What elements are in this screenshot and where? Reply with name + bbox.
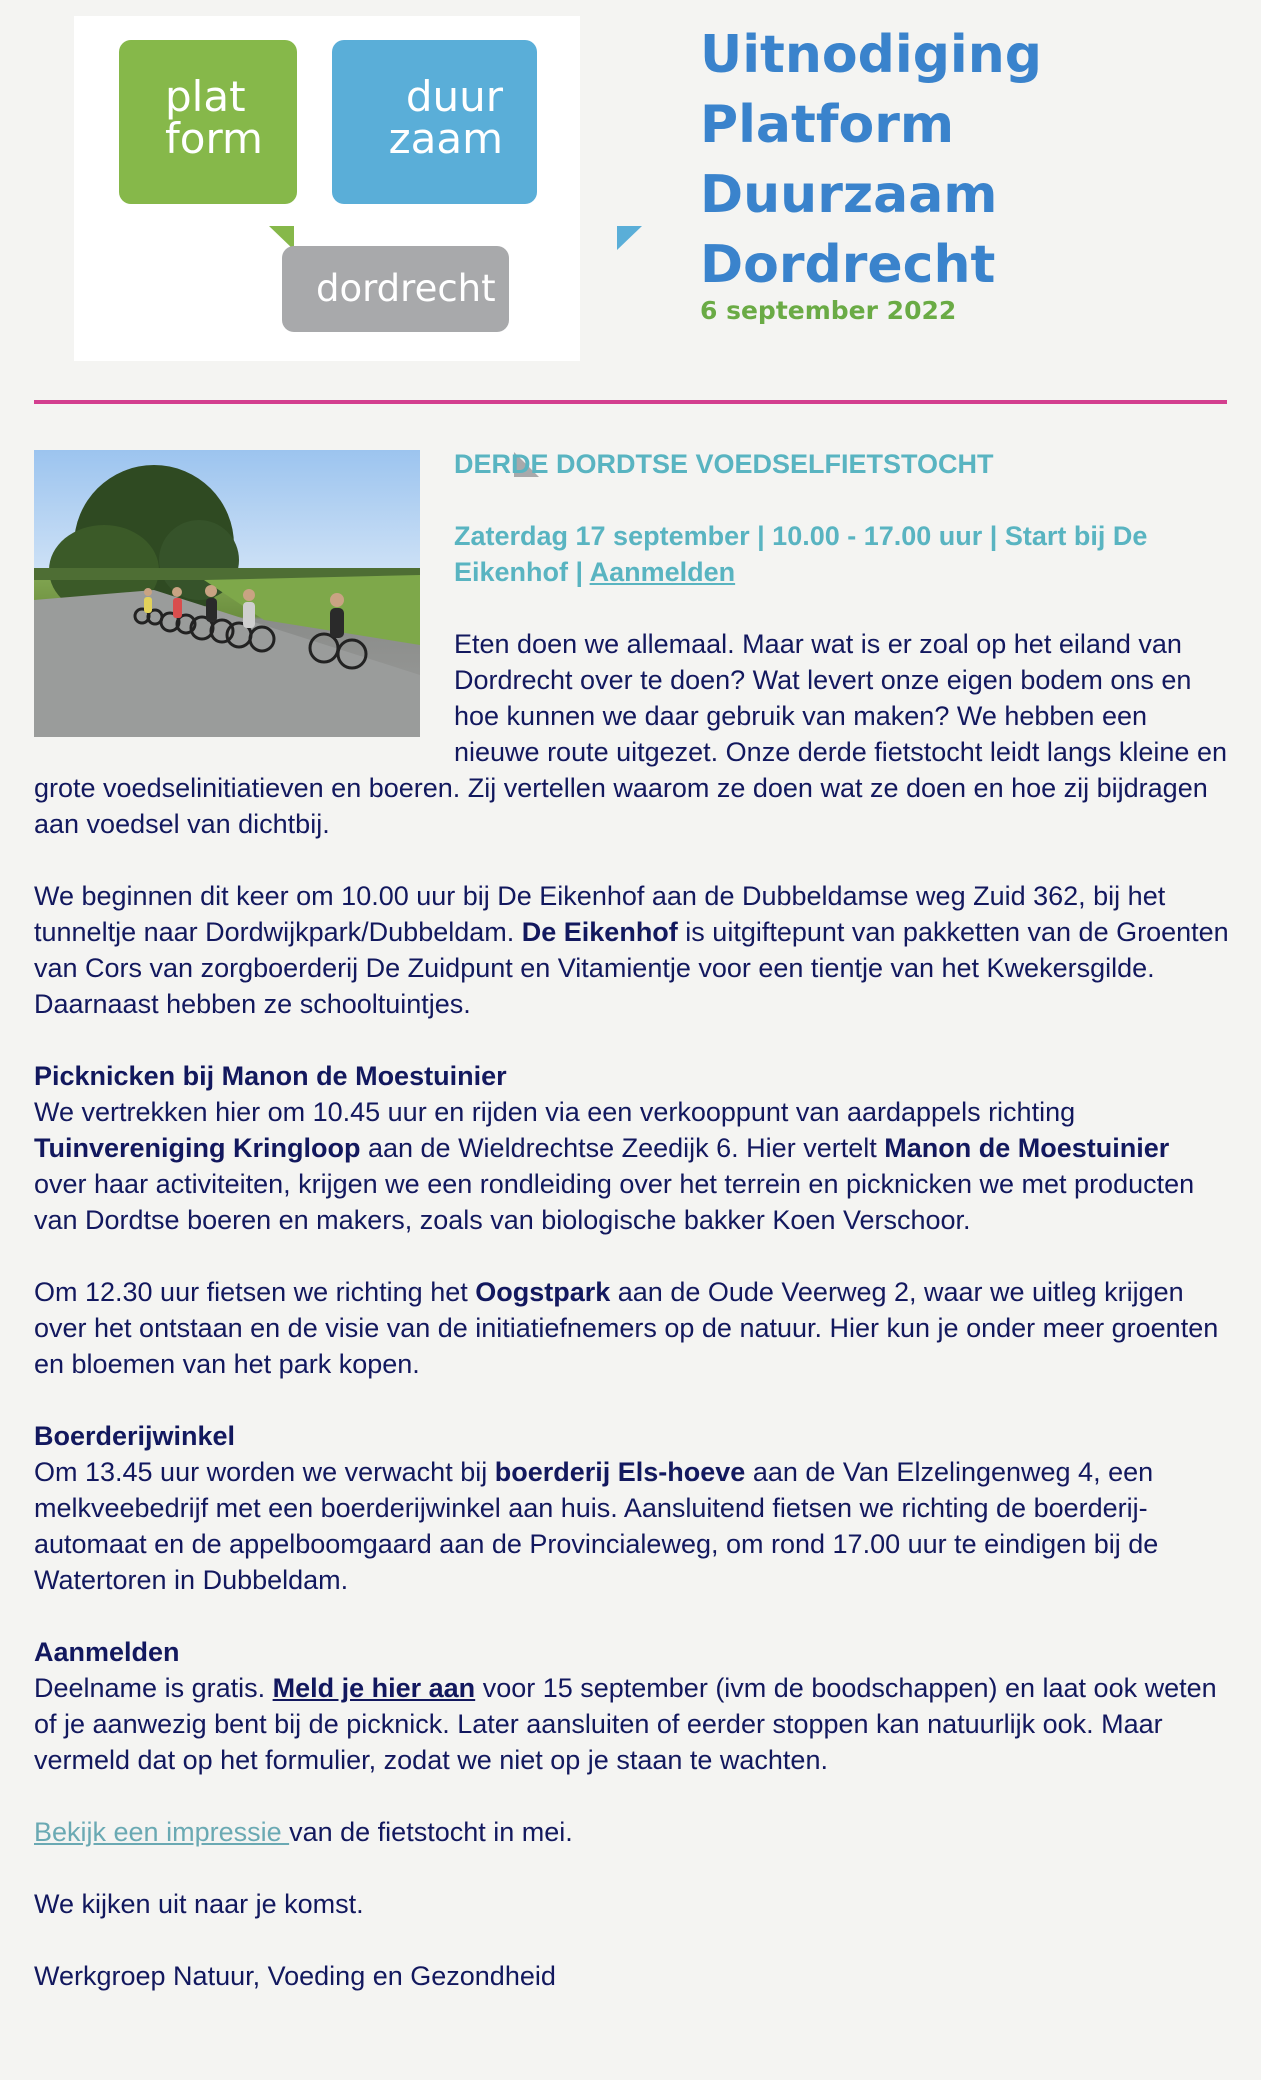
paragraph-text: over haar activiteiten, krijgen we een rondleiding over het terrein en picknicken we met producten van Dordtse boeren en makers, zoals van biologische bakker Koen Verschoor. (34, 1169, 1195, 1235)
title-line: Dordrecht (700, 235, 996, 295)
impression-link[interactable]: Bekijk een impressie (34, 1817, 290, 1847)
paragraph-text: van de fietstocht in mei. (289, 1817, 573, 1847)
paragraph-text: Deelname is gratis. (34, 1673, 273, 1703)
logo-text-zaam: zaam (388, 114, 503, 163)
manon-bold: Manon de Moestuinier (884, 1133, 1170, 1163)
logo-text-dordrecht: dordrecht (316, 267, 496, 310)
logo-bubble-tail (617, 226, 642, 250)
paragraph-text: Om 12.30 uur fietsen we richting het (34, 1277, 476, 1307)
signature: Werkgroep Natuur, Voeding en Gezondheid (34, 1961, 556, 1991)
signup-section (34, 1634, 1229, 1778)
title-line: Platform (700, 95, 955, 155)
kringloop-bold: Tuinvereniging Kringloop (34, 1133, 361, 1163)
register-link[interactable]: Aanmelden (589, 557, 736, 587)
paragraph-text: We vertrekken hier om 10.45 uur en rijden via een verkooppunt van aardappels richting (34, 1097, 1076, 1127)
header-divider (34, 400, 1227, 404)
logo-text-duur: duur (405, 72, 503, 121)
platform-duurzaam-logo (74, 16, 580, 361)
title-line: Uitnodiging (700, 25, 1042, 85)
photo-spacer (34, 446, 454, 738)
newsletter-title (700, 20, 1220, 300)
paragraph-text: aan de Oude Veerweg 2, waar we uitleg krijgen over het ontstaan en de visie van de initiatiefnemers op de natuur. Hier kun je onder meer groenten en bloemen van het park kopen. (34, 1277, 1219, 1379)
logo-text-plat: plat (165, 72, 246, 121)
logo-bubble-green (119, 40, 297, 204)
event-details-text: Zaterdag 17 september | 10.00 - 17.00 uur | Start bij De Eikenhof | (454, 521, 1148, 587)
impression-paragraph (34, 1814, 1229, 1850)
newsletter-date: 6 september 2022 (700, 296, 957, 325)
picnic-heading: Picknicken bij Manon de Moestuinier (34, 1061, 507, 1091)
oogstpark-paragraph (34, 1274, 1229, 1382)
closing-line: We kijken uit naar je komst. (34, 1889, 364, 1919)
eikenhof-bold: De Eikenhof (521, 917, 678, 947)
paragraph-text: We beginnen dit keer om 10.00 uur bij De Eikenhof aan de Dubbeldamse weg Zuid 362, bij het tunneltje naar Dordwijkpark/Dubbeldam. (34, 881, 1166, 947)
picnic-section (34, 1058, 1229, 1238)
logo-bubble-grey (282, 246, 509, 332)
oogstpark-bold: Oogstpark (475, 1277, 611, 1307)
newsletter-body (34, 446, 1229, 2030)
paragraph-text: voor 15 september (ivm de boodschappen) en laat ook weten of je aanwezig bent bij de picknick. Later aansluiten of eerder stoppen kan natuurlijk ook. Maar vermeld dat op het formulier, zodat we niet op je staan te wachten. (34, 1673, 1217, 1775)
start-paragraph (34, 878, 1229, 1022)
intro-paragraph: Eten doen we allemaal. Maar wat is er zoal op het eiland van Dordrecht over te doen? Wat levert onze eigen bodem ons en hoe kunnen we daar gebruik van maken? We hebben een nieuwe route uitgezet. Onze derde fietstocht leidt langs kleine en grote voedselinitiatieven en boeren. Zij vertellen waarom ze doen wat ze doen en hoe zij bijdragen aan voedsel van dichtbij. (34, 629, 1227, 839)
event-title: DERDE DORDTSE VOEDSELFIETSTOCHT (454, 449, 994, 479)
farm-heading: Boerderijwinkel (34, 1421, 236, 1451)
signup-heading: Aanmelden (34, 1637, 180, 1667)
logo-bubble-blue (332, 40, 537, 204)
paragraph-text: aan de Wieldrechtse Zeedijk 6. Hier vertelt (360, 1133, 885, 1163)
logo-text-form: form (165, 114, 263, 163)
farm-section (34, 1418, 1229, 1598)
title-line: Duurzaam (700, 165, 998, 225)
paragraph-text: aan de Van Elzelingenweg 4, een melkveebedrijf met een boerderijwinkel aan huis. Aansluitend fietsen we richting de boerderij-automaat en de appelboomgaard aan de Provincialeweg, om rond 17.00 uur te eindigen bij de Watertoren in Dubbeldam. (34, 1457, 1159, 1595)
signup-link[interactable]: Meld je hier aan (272, 1673, 476, 1703)
paragraph-text: Om 13.45 uur worden we verwacht bij (34, 1457, 495, 1487)
els-hoeve-bold: boerderij Els-hoeve (494, 1457, 746, 1487)
paragraph-text: is uitgiftepunt van pakketten van de Groenten van Cors van zorgboerderij De Zuidpunt en Vitamientje voor een tientje van het Kwekersgilde. Daarnaast hebben ze schooltuintjes. (34, 917, 1229, 1019)
